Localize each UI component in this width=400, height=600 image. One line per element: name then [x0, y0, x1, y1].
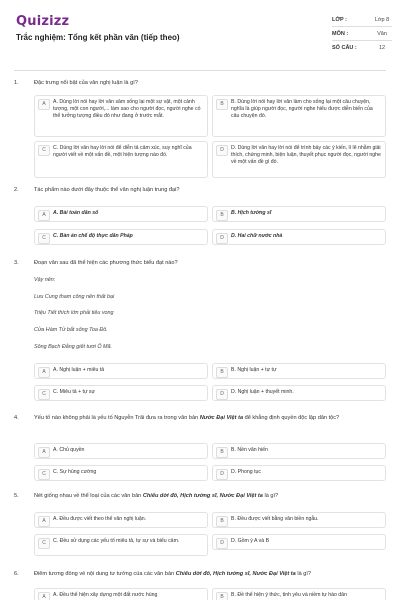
divider: [332, 26, 392, 27]
question-text: Điểm tương đồng về nội dung tư tưởng của các văn bản Chiếu dời đô, Hịch tướng sĩ, Nước Đại Việt ta là gì?: [34, 571, 312, 577]
option-c[interactable]: C C. Miêu tả + tự sự: [34, 385, 208, 401]
option-b[interactable]: B B. Hịch tướng sĩ: [212, 206, 386, 222]
option-b[interactable]: B B. Nền văn hiến: [212, 443, 386, 459]
meta-question-count: SỐ CÂU : 12: [332, 45, 386, 51]
option-c[interactable]: C C. Sự hùng cường: [34, 465, 208, 481]
option-d[interactable]: D D. Phong tục: [212, 465, 386, 481]
option-a[interactable]: A A. Đều được viết theo thể văn nghị luận.: [34, 512, 208, 528]
question-4: 4. Yếu tố nào không phải là yếu tố Nguyễn Trãi đưa ra trong văn bản Nước Đại Việt ta để khẳng định quyền độc lập dân tộc? A A. Chủ quyền B B. Nền văn hiến C C. Sự hùng cường D D. Phong tục: [14, 415, 386, 485]
passage-line: Vậy nên:: [34, 277, 56, 283]
meta-grade: LỚP : Lớp 8: [332, 17, 390, 23]
header-divider: [14, 70, 386, 71]
option-c[interactable]: C C. Bàn án chế độ thực dân Pháp: [34, 229, 208, 245]
question-1: 1. Đặc trưng nổi bật của văn nghị luận là gì? A A. Dùng lời nói hay lời văn sâm sống lại một sự vật, một cảnh tượng, một con người,... làm sao cho người đọc, người nghe có thể tưởng tượng điều đó như đang ở trước mắt. B B. Dùng lời nói hay lời văn làm cho sống lại một câu chuyện, nghĩa là giúp người đọc, người nghe hiểu được diễn biến của câu chuyện đó. C C. Dùng lời văn hay lời nói để diễn tả cảm xúc, suy nghĩ của người viết về một vấn đề, một hiện tượng nào đó. D D. Dùng lời văn hay lời nói để trình bày các ý kiến, lí lẽ nhằm giải thích, chứng minh, biện luận, thuyết phục người đọc, người nghe về một vấn đề gì đó.: [14, 80, 386, 180]
divider: [332, 40, 392, 41]
option-d[interactable]: D D. Hai chữ nước nhà: [212, 229, 386, 245]
option-a[interactable]: A A. Bài toán dân số: [34, 206, 208, 222]
option-d[interactable]: D D. Dùng lời văn hay lời nói để trình bày các ý kiến, lí lẽ nhằm giải thích, chứng minh, biện luận, thuyết phục người đọc, người nghe về một vấn đề gì đó.: [212, 141, 386, 178]
worksheet-header: [0, 0, 400, 70]
question-3: 3. Đoạn văn sau đã thể hiện các phương thức biểu đạt nào? Vậy nên: Lưu Cung tham công nên thất bại Triệu Tiết thích lớn phải tiêu vong Cửa Hàm Tử bắt sống Toa Đô. Sông Bạch Đằng giết tươi Ô Mã. A A. Nghị luận + miêu tả B B. Nghị luận + tự tự C C. Miêu tả + tự sự D D. Nghị luận + thuyết minh.: [14, 260, 386, 405]
passage-line: Lưu Cung tham công nên thất bại: [34, 294, 115, 300]
option-b[interactable]: B B. Nghị luận + tự tự: [212, 363, 386, 379]
passage-line: Sông Bạch Đằng giết tươi Ô Mã.: [34, 344, 112, 350]
quizizz-logo: Quizizz: [16, 14, 70, 29]
question-text: Yếu tố nào không phải là yếu tố Nguyễn Trãi đưa ra trong văn bản Nước Đại Việt ta để khẳng định quyền độc lập dân tộc?: [34, 415, 340, 421]
question-5: 5. Nét giống nhau về thể loại của các văn bản Chiếu dời đô, Hịch tướng sĩ, Nước Đại Việt ta là gì? A A. Đều được viết theo thể văn nghị luận. B B. Đều được viết bằng văn biền ngẫu. C C. Đều sử dụng các yếu tố miêu tả, tự sự và biểu cảm. D D. Gồm ý A và B: [14, 493, 386, 565]
option-d[interactable]: D D. Gồm ý A và B: [212, 534, 386, 550]
option-b[interactable]: B B. Đề thể hiện ý thức, tinh yêu và niềm tự hào dân: [212, 588, 386, 600]
option-c[interactable]: C C. Đều sử dụng các yếu tố miêu tả, tự sự và biểu cảm.: [34, 534, 208, 556]
option-a[interactable]: A A. Đều thể hiện xây dựng một đất nước hùng: [34, 588, 208, 600]
question-text: Nét giống nhau về thể loại của các văn bản Chiếu dời đô, Hịch tướng sĩ, Nước Đại Việt ta là gì?: [34, 493, 279, 499]
page-title: Trắc nghiệm: Tổng kết phần văn (tiếp theo): [16, 33, 180, 42]
option-b[interactable]: B B. Đều được viết bằng văn biền ngẫu.: [212, 512, 386, 528]
meta-subject: MÔN : Văn: [332, 31, 387, 37]
option-a[interactable]: A A. Dùng lời nói hay lời văn sâm sống lại một sự vật, một cảnh tượng, một con người,... làm sao cho người đọc, người nghe có thể tưởng tượng điều đó như đang ở trước mắt.: [34, 95, 208, 137]
passage-line: Cửa Hàm Tử bắt sống Toa Đô.: [34, 327, 108, 333]
question-6: 6. Điểm tương đồng về nội dung tư tưởng của các văn bản Chiếu dời đô, Hịch tướng sĩ, Nước Đại Việt ta là gì? A A. Đều thể hiện xây dựng một đất nước hùng B B. Đề thể hiện ý thức, tinh yêu và niềm tự hào dân: [14, 571, 386, 600]
option-b[interactable]: B B. Dùng lời nói hay lời văn làm cho sống lại một câu chuyện, nghĩa là giúp người đọc, người nghe hiểu được diễn biến của câu chuyện đó.: [212, 95, 386, 137]
question-2: 2. Tác phẩm nào dưới đây thuộc thể văn nghị luận trung đại? A A. Bài toán dân số B B. Hịch tướng sĩ C C. Bàn án chế độ thực dân Pháp D D. Hai chữ nước nhà: [14, 187, 386, 247]
passage-line: Triệu Tiết thích lớn phải tiêu vong: [34, 310, 114, 316]
option-a[interactable]: A A. Nghị luận + miêu tả: [34, 363, 208, 379]
option-d[interactable]: D D. Nghị luận + thuyết minh.: [212, 385, 386, 401]
option-c[interactable]: C C. Dùng lời văn hay lời nói để diễn tả cảm xúc, suy nghĩ của người viết về một vấn đề, một hiện tượng nào đó.: [34, 141, 208, 178]
option-a[interactable]: A A. Chủ quyền: [34, 443, 208, 459]
